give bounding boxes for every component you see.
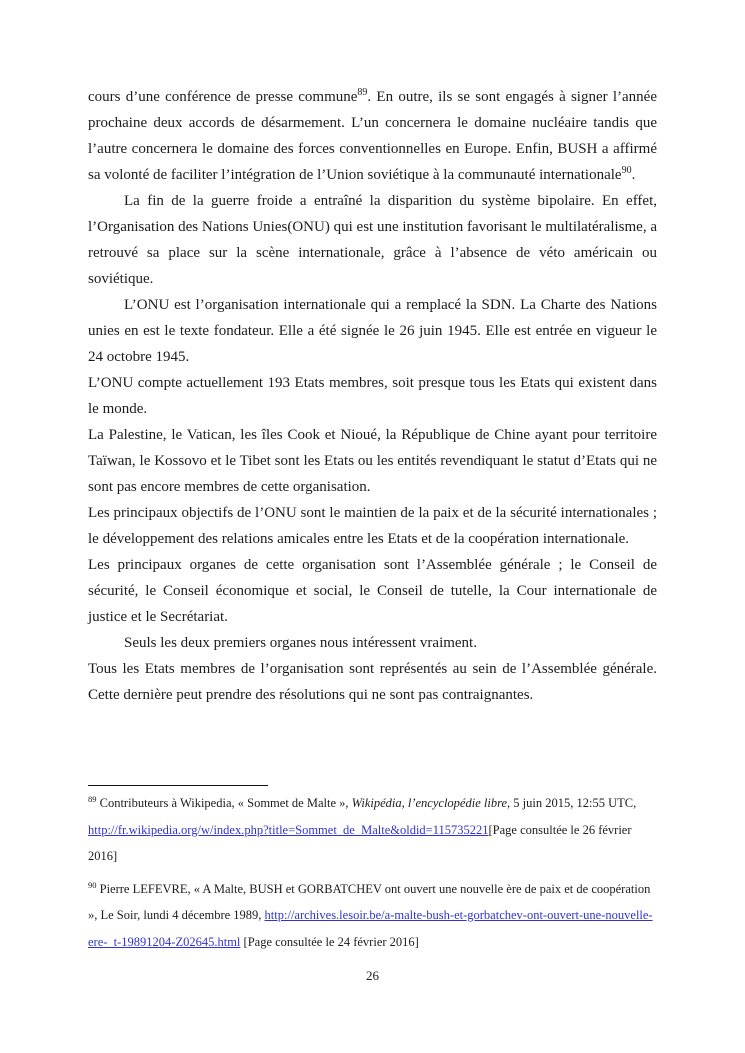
text-run: . En outre, ils se sont engagés à signer l’année prochaine deux accords de désarmement. L’un concernera le domaine nucléaire tandis que l’autre concernera le domaine des forces conventionnelles en Europe. Enfin, BUSH a affirmé sa volonté de faciliter l’intégration de l’Union soviétique à la communauté internationale: [88, 89, 657, 183]
text-run: Pierre LEFEVRE, « A Malte, BUSH et GORBATCHEV ont ouvert une nouvelle ère de paix et de coopération », Le Soir, lundi 4 décembre 1989,: [88, 881, 651, 922]
paragraph: [88, 656, 657, 708]
hyperlink[interactable]: http://fr.wikipedia.org/w/index.php?title=Sommet_de_Malte&oldid=115735221: [88, 822, 489, 837]
footnote-marker: 90: [621, 165, 632, 176]
footnote-separator: [88, 785, 268, 786]
page-body: [88, 84, 657, 708]
footnote-marker: 90: [88, 879, 97, 890]
text-run: L’ONU compte actuellement 193 Etats membres, soit presque tous les Etats qui existent dans le monde.: [88, 375, 657, 417]
text-run: Les principaux organes de cette organisation sont l’Assemblée générale ; le Conseil de sécurité, le Conseil économique et social, le Conseil de tutelle, la Cour internationale de justice et le Secrétariat.: [88, 557, 657, 625]
text-run: Seuls les deux premiers organes nous intéressent vraiment.: [124, 635, 477, 651]
text-run: .: [631, 167, 636, 183]
text-run: Les principaux objectifs de l’ONU sont le maintien de la paix et de la sécurité internationales ; le développement des relations amicales entre les Etats et de la coopération internationale.: [88, 505, 657, 547]
footnote: [88, 790, 657, 870]
text-run: [Page consultée le 26 février 2016]: [88, 822, 632, 863]
paragraph: [88, 188, 657, 292]
footnote-marker: 89: [88, 793, 97, 804]
footnotes-section: [88, 790, 657, 955]
italic-text: Wikipédia, l’encyclopédie libre,: [351, 796, 511, 810]
footnote: [88, 876, 657, 956]
paragraph: [88, 630, 657, 656]
footnote-marker: 89: [357, 87, 368, 98]
paragraph: [88, 292, 657, 370]
text-run: cours d’une conférence de presse commune: [88, 89, 358, 105]
text-run: L’ONU est l’organisation internationale qui a remplacé la SDN. La Charte des Nations unies en est le texte fondateur. Elle a été signée le 26 juin 1945. Elle est entrée en vigueur le 24 octobre 1945.: [88, 297, 657, 365]
text-run: La fin de la guerre froide a entraîné la disparition du système bipolaire. En effet, l’Organisation des Nations Unies(ONU) qui est une institution favorisant le multilatéralisme, a retrouvé sa place sur la scène internationale, grâce à l’absence de véto américain ou soviétique.: [88, 193, 657, 287]
text-run: Tous les Etats membres de l’organisation sont représentés au sein de l’Assemblée générale. Cette dernière peut prendre des résolutions qui ne sont pas contraignantes.: [88, 661, 657, 703]
paragraph: [88, 84, 657, 188]
paragraph: [88, 370, 657, 422]
text-run: La Palestine, le Vatican, les îles Cook et Nioué, la République de Chine ayant pour territoire Taïwan, le Kossovo et le Tibet sont les Etats ou les entités revendiquant le statut d’Etats qui ne sont pas encore membres de cette organisation.: [88, 427, 657, 495]
text-run: 5 juin 2015, 12:55 UTC,: [510, 796, 637, 810]
text-run: [Page consultée le 24 février 2016]: [240, 934, 419, 949]
paragraph: [88, 422, 657, 500]
paragraph: [88, 552, 657, 630]
paragraph: [88, 500, 657, 552]
page-number: 26: [366, 968, 379, 983]
hyperlink[interactable]: http://archives.lesoir.be/a-malte-bush-et-gorbatchev-ont-ouvert-une-nouvelle-ere-_t-19891204-Z02645.html: [88, 908, 653, 949]
text-run: Contributeurs à Wikipedia, « Sommet de Malte »,: [96, 796, 352, 810]
